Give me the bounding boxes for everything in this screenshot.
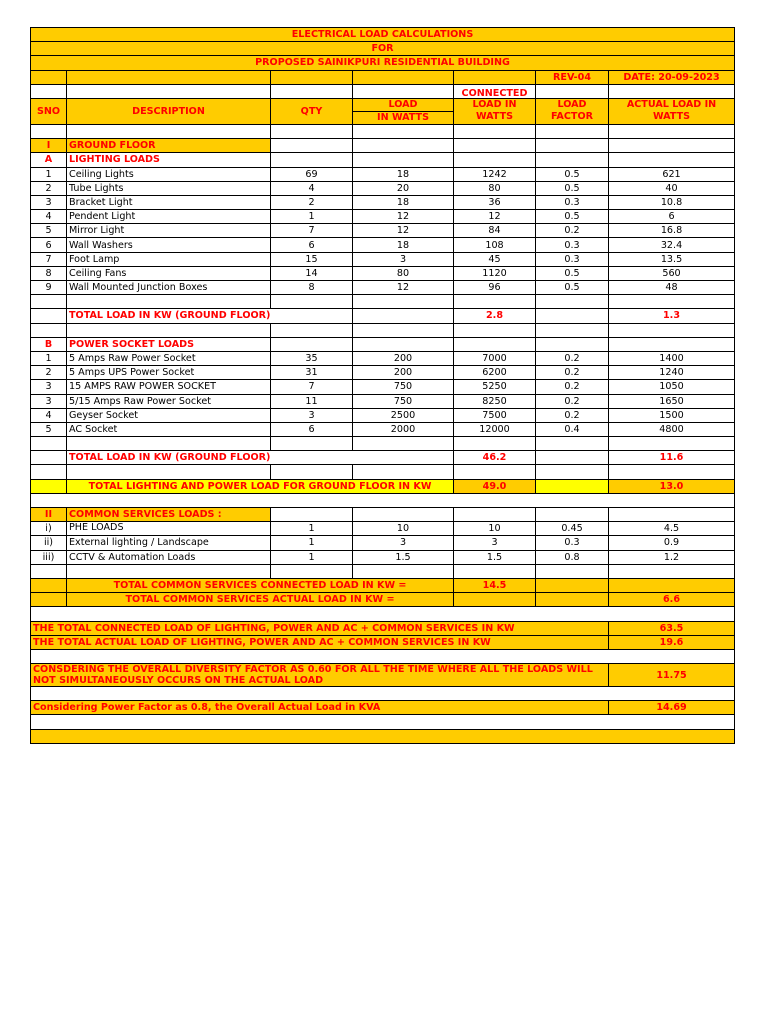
ground-floor-label: GROUND FLOOR xyxy=(67,139,271,153)
lighting-label: LIGHTING LOADS xyxy=(67,153,271,167)
cell-description: Geyser Socket xyxy=(67,408,271,422)
ground-floor-total-connected: 49.0 xyxy=(454,479,536,493)
cell-load: 18 xyxy=(353,167,454,181)
power-total-label: TOTAL LOAD IN KW (GROUND FLOOR) xyxy=(67,451,454,465)
cell-sno: 6 xyxy=(31,238,67,252)
cell-sno: 3 xyxy=(31,380,67,394)
cell-connected: 1.5 xyxy=(454,550,536,564)
table-row xyxy=(31,281,735,295)
cell-sno: 1 xyxy=(31,351,67,365)
cell-description: Bracket Light xyxy=(67,195,271,209)
cell-load-factor: 0.2 xyxy=(536,224,609,238)
cell-load: 18 xyxy=(353,238,454,252)
cell-actual: 4800 xyxy=(609,422,735,436)
table-row xyxy=(31,252,735,266)
cell-load-factor: 0.5 xyxy=(536,210,609,224)
header-load: LOAD IN WATTS xyxy=(353,98,454,124)
cell-load: 200 xyxy=(353,366,454,380)
cell-load-factor: 0.2 xyxy=(536,394,609,408)
power-total-actual: 11.6 xyxy=(609,451,735,465)
cell-description: Wall Mounted Junction Boxes xyxy=(67,281,271,295)
footer-row xyxy=(31,729,735,743)
cell-qty: 3 xyxy=(271,408,353,422)
table-row xyxy=(31,351,735,365)
cell-qty: 1 xyxy=(271,550,353,564)
cell-load-factor: 0.5 xyxy=(536,181,609,195)
blank-row xyxy=(31,323,735,337)
cell-load-factor: 0.3 xyxy=(536,536,609,550)
cell-qty: 6 xyxy=(271,422,353,436)
cell-connected: 6200 xyxy=(454,366,536,380)
sheet-title: ELECTRICAL LOAD CALCULATIONS xyxy=(31,28,735,42)
cell-description: Ceiling Fans xyxy=(67,266,271,280)
table-row xyxy=(31,394,735,408)
ground-floor-total-row xyxy=(31,479,735,493)
lighting-total-connected: 2.8 xyxy=(454,309,536,323)
header-qty: QTY xyxy=(271,98,353,124)
cell-load: 200 xyxy=(353,351,454,365)
cell-load: 2500 xyxy=(353,408,454,422)
connected-header-line1: CONNECTED xyxy=(454,84,536,98)
power-label: POWER SOCKET LOADS xyxy=(67,337,271,351)
diversity-label: CONSDERING THE OVERALL DIVERSITY FACTOR AS 0.60 FOR ALL THE TIME WHERE ALL THE LOADS WILL NOT SIMULTANEOUSLY OCCURS ON THE ACTUAL LOAD xyxy=(31,664,609,687)
header-connected-load: LOAD IN WATTS xyxy=(454,98,536,124)
cell-load: 2000 xyxy=(353,422,454,436)
cell-description: Foot Lamp xyxy=(67,252,271,266)
power-factor-value: 14.69 xyxy=(609,701,735,715)
blank-row xyxy=(31,607,735,621)
cell-qty: 1 xyxy=(271,522,353,536)
cell-description: 5 Amps UPS Power Socket xyxy=(67,366,271,380)
table-row xyxy=(31,550,735,564)
table-row xyxy=(31,522,735,536)
table-row xyxy=(31,366,735,380)
cell-description: Ceiling Lights xyxy=(67,167,271,181)
blank-row xyxy=(31,465,735,479)
table-row xyxy=(31,266,735,280)
ground-floor-total-label: TOTAL LIGHTING AND POWER LOAD FOR GROUND FLOOR IN KW xyxy=(67,479,454,493)
ground-floor-section-row xyxy=(31,139,735,153)
cell-qty: 8 xyxy=(271,281,353,295)
cell-load: 750 xyxy=(353,380,454,394)
cell-sno: ii) xyxy=(31,536,67,550)
cell-qty: 69 xyxy=(271,167,353,181)
cell-actual: 1050 xyxy=(609,380,735,394)
cell-actual: 32.4 xyxy=(609,238,735,252)
cell-connected: 12000 xyxy=(454,422,536,436)
cell-qty: 4 xyxy=(271,181,353,195)
cell-load-factor: 0.2 xyxy=(536,380,609,394)
cell-actual: 4.5 xyxy=(609,522,735,536)
cell-sno: i) xyxy=(31,522,67,536)
revision-row xyxy=(31,70,735,84)
cell-load-factor: 0.3 xyxy=(536,252,609,266)
cell-connected: 84 xyxy=(454,224,536,238)
total-actual-value: 19.6 xyxy=(609,635,735,649)
cell-load: 80 xyxy=(353,266,454,280)
diversity-value: 11.75 xyxy=(609,664,735,687)
common-sno: II xyxy=(31,508,67,522)
common-label: COMMON SERVICES LOADS : xyxy=(67,508,271,522)
cell-connected: 5250 xyxy=(454,380,536,394)
cell-connected: 108 xyxy=(454,238,536,252)
cell-sno: iii) xyxy=(31,550,67,564)
cell-actual: 0.9 xyxy=(609,536,735,550)
cell-qty: 7 xyxy=(271,224,353,238)
title-row-2 xyxy=(31,42,735,56)
lighting-sno: A xyxy=(31,153,67,167)
cell-connected: 36 xyxy=(454,195,536,209)
cell-connected: 8250 xyxy=(454,394,536,408)
cell-actual: 16.8 xyxy=(609,224,735,238)
blank-row xyxy=(31,715,735,729)
cell-sno: 9 xyxy=(31,281,67,295)
cell-qty: 35 xyxy=(271,351,353,365)
total-connected-label: THE TOTAL CONNECTED LOAD OF LIGHTING, POWER AND AC + COMMON SERVICES IN KW xyxy=(31,621,609,635)
cell-load: 20 xyxy=(353,181,454,195)
power-total-row xyxy=(31,451,735,465)
ground-floor-total-actual: 13.0 xyxy=(609,479,735,493)
cell-connected: 3 xyxy=(454,536,536,550)
cell-qty: 7 xyxy=(271,380,353,394)
cell-qty: 11 xyxy=(271,394,353,408)
blank-row xyxy=(31,295,735,309)
table-row xyxy=(31,224,735,238)
table-row xyxy=(31,238,735,252)
cell-load-factor: 0.2 xyxy=(536,408,609,422)
cell-connected: 7500 xyxy=(454,408,536,422)
cell-actual: 6 xyxy=(609,210,735,224)
cell-load: 12 xyxy=(353,210,454,224)
power-factor-label: Considering Power Factor as 0.8, the Overall Actual Load in KVA xyxy=(31,701,609,715)
cell-description: 15 AMPS RAW POWER SOCKET xyxy=(67,380,271,394)
cell-sno: 5 xyxy=(31,422,67,436)
cell-actual: 1650 xyxy=(609,394,735,408)
cell-actual: 1.2 xyxy=(609,550,735,564)
common-actual-label: TOTAL COMMON SERVICES ACTUAL LOAD IN KW = xyxy=(67,593,454,607)
total-connected-value: 63.5 xyxy=(609,621,735,635)
cell-load: 12 xyxy=(353,224,454,238)
common-actual-total-row xyxy=(31,593,735,607)
cell-actual: 560 xyxy=(609,266,735,280)
header-actual-load: ACTUAL LOAD IN WATTS xyxy=(609,98,735,124)
cell-description: Tube Lights xyxy=(67,181,271,195)
blank-row xyxy=(31,124,735,138)
sheet-title-for: FOR xyxy=(31,42,735,56)
cell-load: 1.5 xyxy=(353,550,454,564)
cell-connected: 10 xyxy=(454,522,536,536)
common-connected-total-row xyxy=(31,578,735,592)
cell-description: PHE LOADS xyxy=(67,522,271,536)
total-connected-row xyxy=(31,621,735,635)
common-actual-value: 6.6 xyxy=(609,593,735,607)
cell-actual: 1500 xyxy=(609,408,735,422)
header-description: DESCRIPTION xyxy=(67,98,271,124)
cell-description: Wall Washers xyxy=(67,238,271,252)
table-row xyxy=(31,408,735,422)
cell-load-factor: 0.2 xyxy=(536,366,609,380)
cell-description: Pendent Light xyxy=(67,210,271,224)
common-section-row xyxy=(31,508,735,522)
revision-date: DATE: 20-09-2023 xyxy=(609,70,735,84)
cell-sno: 5 xyxy=(31,224,67,238)
cell-qty: 1 xyxy=(271,210,353,224)
cell-description: AC Socket xyxy=(67,422,271,436)
lighting-section-row xyxy=(31,153,735,167)
blank-row xyxy=(31,649,735,663)
common-connected-value: 14.5 xyxy=(454,578,536,592)
project-name: PROPOSED SAINIKPURI RESIDENTIAL BUILDING xyxy=(31,56,735,70)
cell-connected: 45 xyxy=(454,252,536,266)
cell-load-factor: 0.2 xyxy=(536,351,609,365)
cell-load-factor: 0.5 xyxy=(536,266,609,280)
power-sno: B xyxy=(31,337,67,351)
load-calculation-sheet xyxy=(30,27,735,744)
cell-qty: 15 xyxy=(271,252,353,266)
spacer-row xyxy=(31,84,735,98)
power-factor-row xyxy=(31,701,735,715)
table-row xyxy=(31,422,735,436)
cell-load: 10 xyxy=(353,522,454,536)
title-row-3 xyxy=(31,56,735,70)
cell-sno: 2 xyxy=(31,366,67,380)
blank-row xyxy=(31,687,735,701)
cell-sno: 3 xyxy=(31,195,67,209)
cell-sno: 2 xyxy=(31,181,67,195)
cell-connected: 1120 xyxy=(454,266,536,280)
cell-connected: 96 xyxy=(454,281,536,295)
cell-actual: 40 xyxy=(609,181,735,195)
cell-qty: 2 xyxy=(271,195,353,209)
cell-sno: 4 xyxy=(31,210,67,224)
cell-qty: 31 xyxy=(271,366,353,380)
cell-qty: 14 xyxy=(271,266,353,280)
power-section-row xyxy=(31,337,735,351)
power-total-connected: 46.2 xyxy=(454,451,536,465)
header-load-factor: LOAD FACTOR xyxy=(536,98,609,124)
cell-connected: 7000 xyxy=(454,351,536,365)
cell-description: Mirror Light xyxy=(67,224,271,238)
cell-load: 18 xyxy=(353,195,454,209)
table-row xyxy=(31,210,735,224)
table-row xyxy=(31,181,735,195)
cell-qty: 6 xyxy=(271,238,353,252)
title-row-1 xyxy=(31,28,735,42)
cell-qty: 1 xyxy=(271,536,353,550)
blank-row xyxy=(31,493,735,507)
cell-sno: 3 xyxy=(31,394,67,408)
lighting-total-row xyxy=(31,309,735,323)
lighting-rows xyxy=(31,167,735,295)
cell-connected: 1242 xyxy=(454,167,536,181)
power-rows xyxy=(31,351,735,436)
cell-actual: 1240 xyxy=(609,366,735,380)
cell-load: 3 xyxy=(353,536,454,550)
cell-description: 5 Amps Raw Power Socket xyxy=(67,351,271,365)
blank-row xyxy=(31,564,735,578)
cell-actual: 13.5 xyxy=(609,252,735,266)
column-header-row xyxy=(31,98,735,124)
cell-description: External lighting / Landscape xyxy=(67,536,271,550)
table-row xyxy=(31,380,735,394)
cell-sno: 7 xyxy=(31,252,67,266)
cell-load-factor: 0.45 xyxy=(536,522,609,536)
cell-load: 12 xyxy=(353,281,454,295)
cell-load-factor: 0.4 xyxy=(536,422,609,436)
common-connected-label: TOTAL COMMON SERVICES CONNECTED LOAD IN KW = xyxy=(67,578,454,592)
revision-label: REV-04 xyxy=(536,70,609,84)
cell-actual: 10.8 xyxy=(609,195,735,209)
total-actual-row xyxy=(31,635,735,649)
header-sno: SNO xyxy=(31,98,67,124)
table-row xyxy=(31,536,735,550)
cell-description: 5/15 Amps Raw Power Socket xyxy=(67,394,271,408)
cell-load-factor: 0.3 xyxy=(536,195,609,209)
cell-sno: 1 xyxy=(31,167,67,181)
cell-actual: 1400 xyxy=(609,351,735,365)
cell-load-factor: 0.8 xyxy=(536,550,609,564)
cell-load-factor: 0.5 xyxy=(536,281,609,295)
cell-load: 3 xyxy=(353,252,454,266)
diversity-row xyxy=(31,664,735,687)
table-row xyxy=(31,167,735,181)
lighting-total-label: TOTAL LOAD IN KW (GROUND FLOOR) xyxy=(67,309,353,323)
total-actual-label: THE TOTAL ACTUAL LOAD OF LIGHTING, POWER AND AC + COMMON SERVICES IN KW xyxy=(31,635,609,649)
cell-sno: 8 xyxy=(31,266,67,280)
cell-connected: 80 xyxy=(454,181,536,195)
table-row xyxy=(31,195,735,209)
cell-connected: 12 xyxy=(454,210,536,224)
cell-load: 750 xyxy=(353,394,454,408)
cell-description: CCTV & Automation Loads xyxy=(67,550,271,564)
cell-actual: 48 xyxy=(609,281,735,295)
cell-sno: 4 xyxy=(31,408,67,422)
lighting-total-actual: 1.3 xyxy=(609,309,735,323)
cell-load-factor: 0.3 xyxy=(536,238,609,252)
blank-row xyxy=(31,437,735,451)
common-rows xyxy=(31,522,735,565)
cell-load-factor: 0.5 xyxy=(536,167,609,181)
cell-actual: 621 xyxy=(609,167,735,181)
ground-floor-sno: I xyxy=(31,139,67,153)
